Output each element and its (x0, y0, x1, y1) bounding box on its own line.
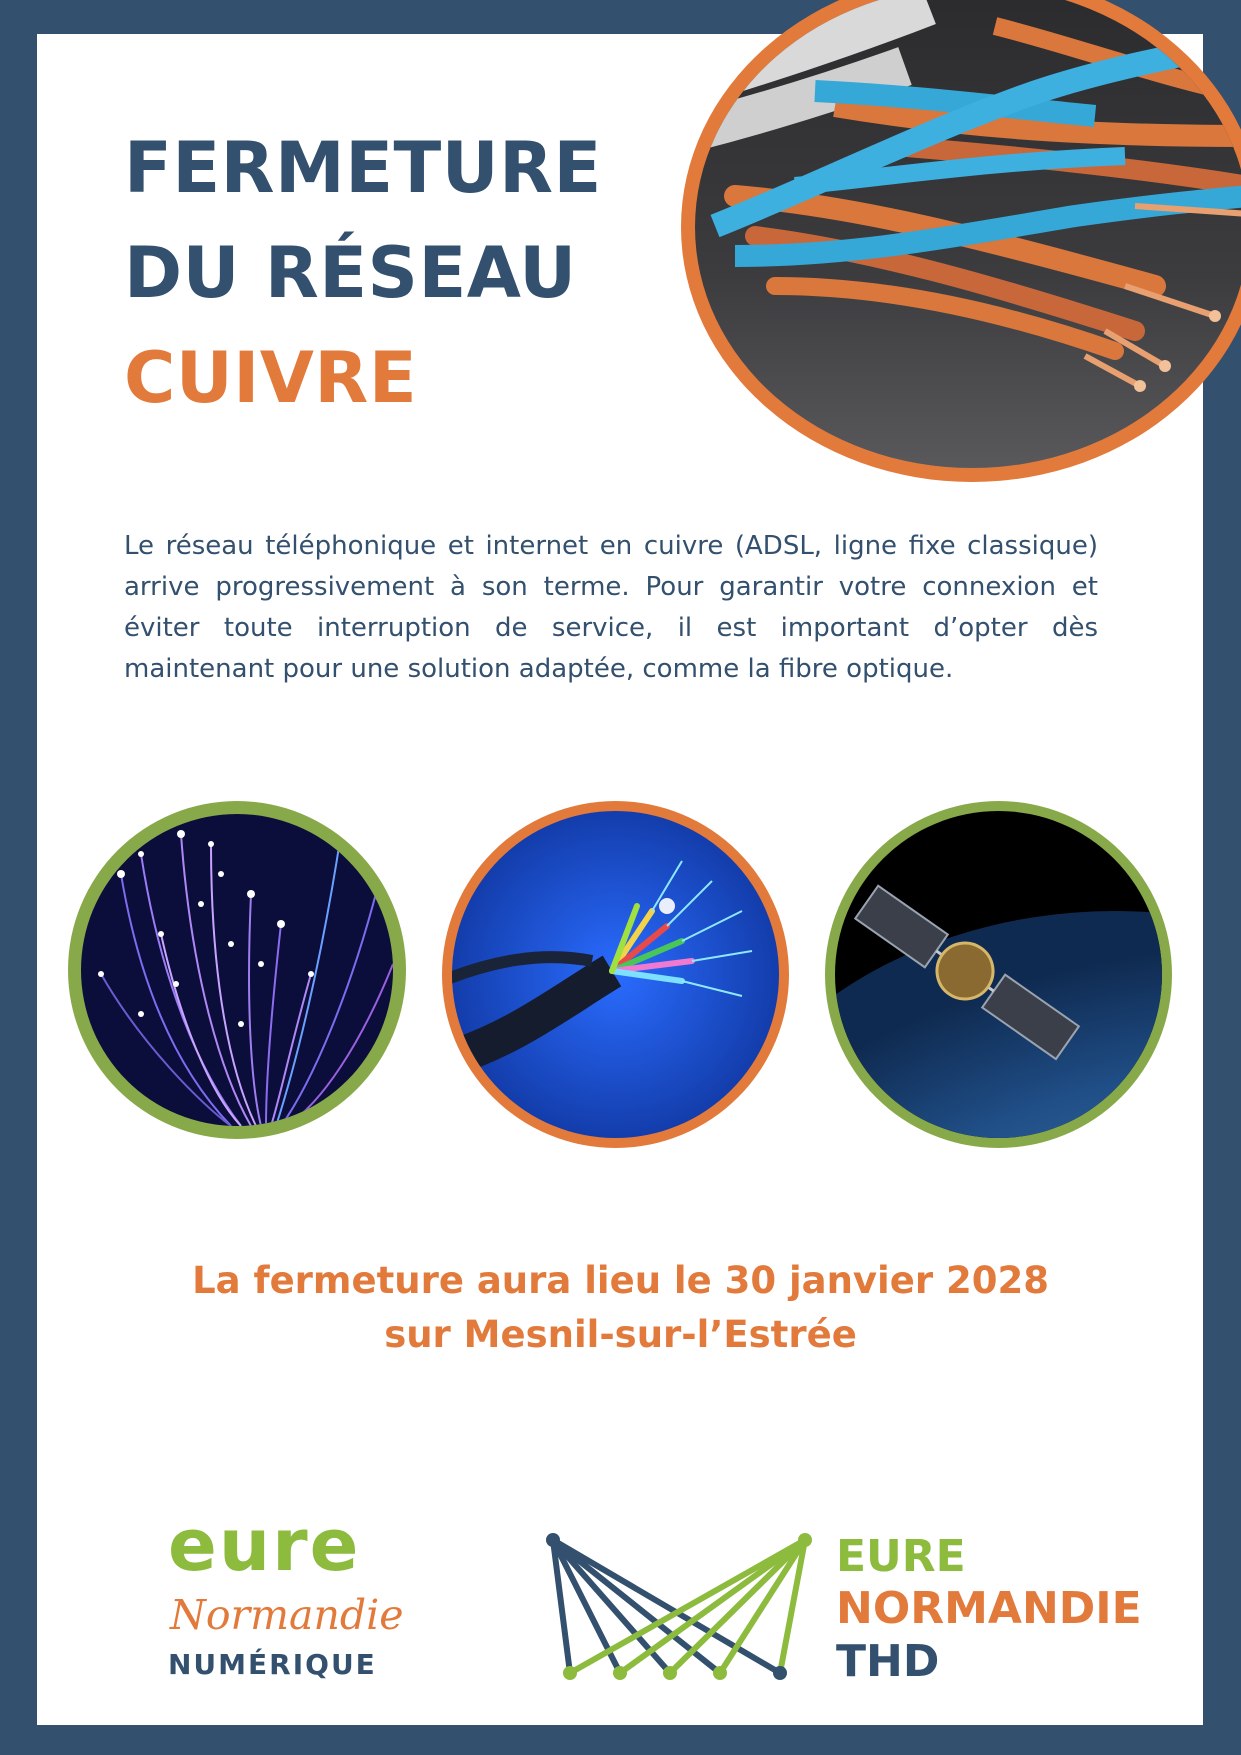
logo-thd-line: THD (836, 1636, 940, 1687)
logo-normandie-line: NORMANDIE (836, 1583, 1142, 1634)
closure-location: sur Mesnil-sur-l’Estrée (384, 1313, 857, 1356)
fiber-cable-illustration (452, 811, 779, 1138)
eure-normandie-numerique-logo (160, 1503, 430, 1685)
closure-date: La fermeture aura lieu le 30 janvier 2028 (192, 1259, 1049, 1302)
satellite-illustration (835, 811, 1162, 1138)
title-line-2: DU RÉSEAU (124, 232, 577, 314)
fiber-strands-photo (68, 801, 406, 1139)
fiber-cable-photo (442, 801, 789, 1148)
fiber-strands-illustration (81, 814, 393, 1126)
logo-eure-line: EURE (836, 1531, 966, 1582)
network-lines-icon (540, 1525, 820, 1685)
logo-numerique-word: NUMÉRIQUE (168, 1648, 377, 1681)
title-line-3: CUIVRE (124, 337, 418, 419)
copper-cables-illustration (695, 0, 1241, 468)
satellite-photo (825, 801, 1172, 1148)
intro-paragraph: Le réseau téléphonique et internet en cuivre (ADSL, ligne fixe classique) arrive progressivement à son terme. Pour garantir votre connexion et éviter toute interruption de service, il est important d’opter dès maintenant pour une solution adaptée, comme la fibre optique. (124, 531, 1098, 684)
logo-normandie-script: Normandie (170, 1591, 404, 1639)
title-line-1: FERMETURE (124, 127, 602, 209)
logo-eure-word: eure (168, 1503, 361, 1587)
